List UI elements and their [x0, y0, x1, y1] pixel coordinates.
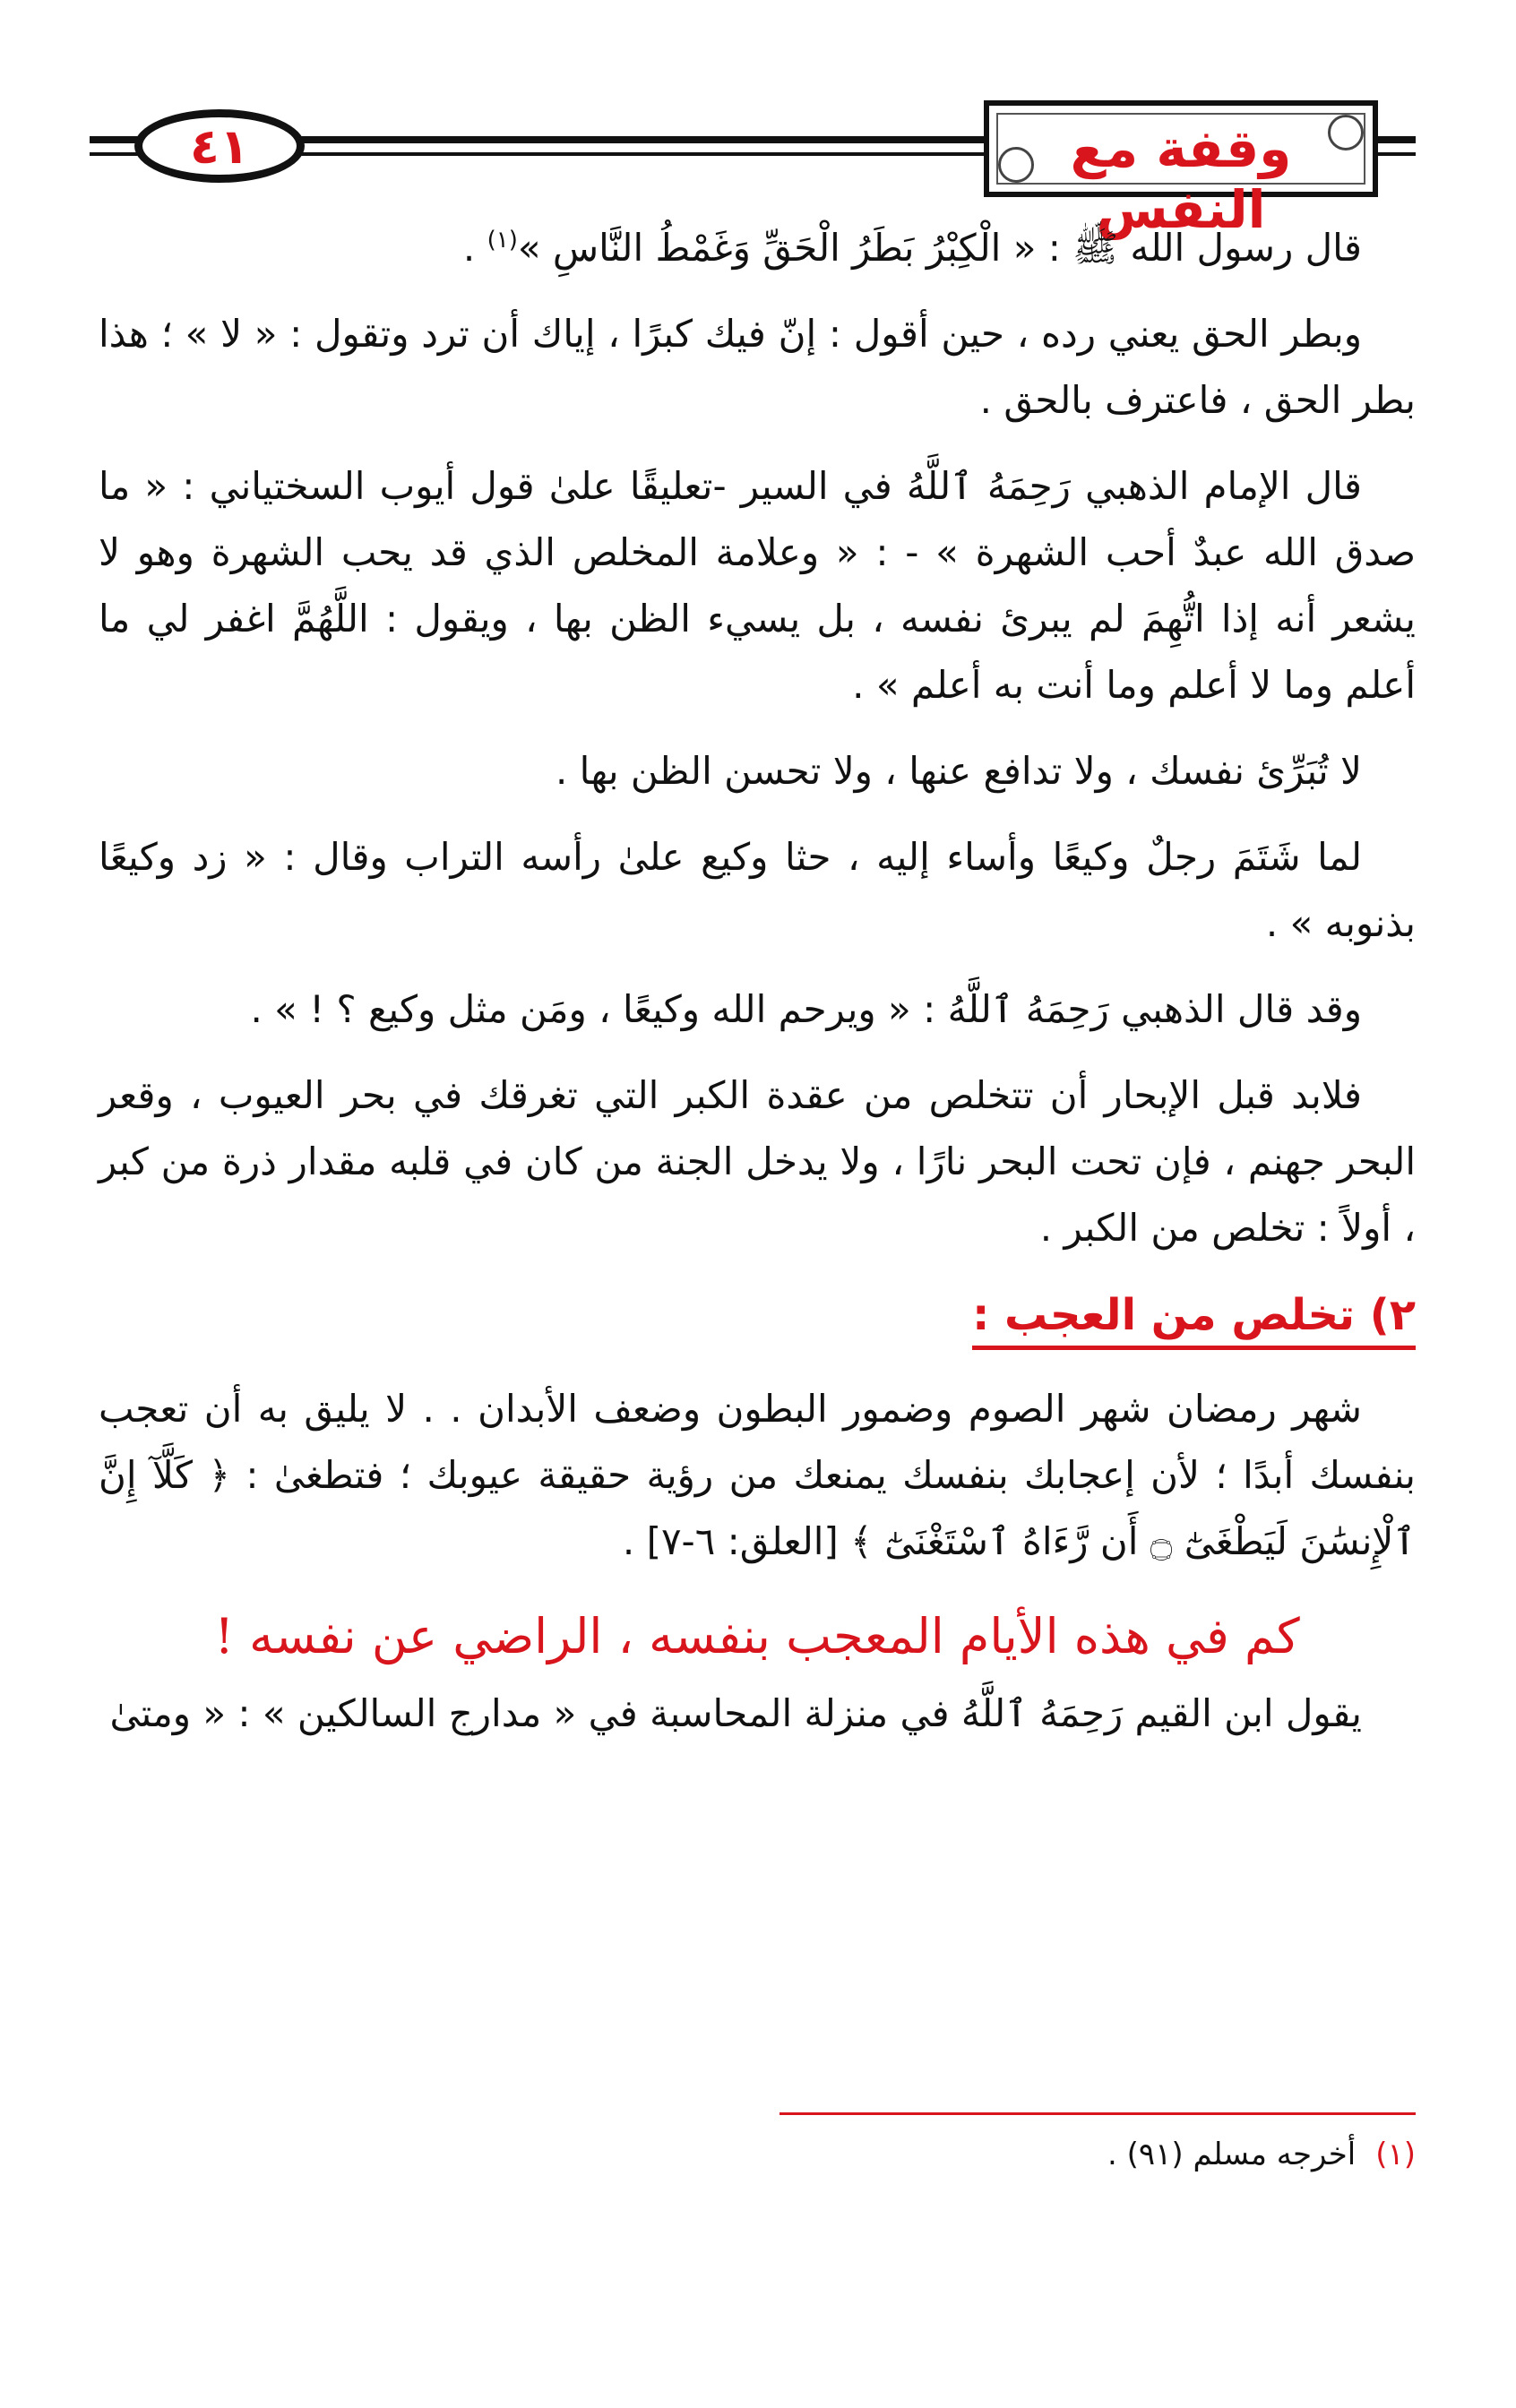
highlight-slogan: كم في هذه الأيام المعجب بنفسه ، الراضي عن نفسه !: [214, 1608, 1300, 1664]
paragraph-advice: لا تُبَرِّئ نفسك ، ولا تدافع عنها ، ولا تحسن الظن بها .: [555, 749, 1362, 793]
running-title-box: [984, 100, 1378, 240]
header-rule-middle-thin: [296, 152, 990, 156]
paragraph-ibn-qayyim: يقول ابن القيم رَحِمَهُ ٱللَّهُ في منزلة المحاسبة في « مدارج السالكين » : « ومتىٰ: [109, 1691, 1362, 1735]
paragraph-hadith: [99, 215, 1416, 281]
page-body: [99, 215, 1416, 1767]
section-heading: [99, 1281, 1416, 1349]
header-rule-middle: [296, 136, 990, 143]
running-title: وقفة مع النفس: [1070, 118, 1292, 240]
footnote-divider: [780, 2112, 1416, 2115]
page-number: ٤١: [190, 117, 249, 175]
paragraph-dhahabi-comment: وقد قال الذهبي رَحِمَهُ ٱللَّهُ : « ويرحم الله وكيعًا ، ومَن مثل وكيع ؟ ! » .: [250, 987, 1362, 1031]
paragraph-waki-story: لما شَتَمَ رجلٌ وكيعًا وأساء إليه ، حثا وكيع علىٰ رأسه التراب وقال : « زد وكيعًا بذنوبه » .: [99, 835, 1416, 945]
section-heading-text: ٢) تخلص من العجب :: [972, 1290, 1416, 1350]
footnote: [780, 2132, 1416, 2177]
footnote-ref[interactable]: (١): [487, 227, 518, 254]
paragraph-pride-conclusion: فلابد قبل الإبحار أن تتخلص من عقدة الكبر التي تغرقك في بحر العيوب ، وقعر البحر جهنم ، فإن تحت البحر نارًا ، ولا يدخل الجنة من كان في قلبه مقدار ذرة من كبر ، أولاً : تخلص من الكبر .: [99, 1073, 1416, 1250]
hadith-text: قال رسول الله ﷺ : « الْكِبْرُ بَطَرُ الْحَقِّ وَغَمْطُ النَّاسِ »: [517, 226, 1362, 270]
page-header: [0, 0, 1516, 240]
paragraph-dhahabi-quote: قال الإمام الذهبي رَحِمَهُ ٱللَّهُ في السير -تعليقًا علىٰ قول أيوب السختياني : « ما صدق الله عبدٌ أحب الشهرة » - : « وعلامة المخلص الذي قد يحب الشهرة وهو لا يشعر أنه إذا اتُّهِمَ لم يبرئ نفسه ، بل يسيء الظن بها ، ويقول : اللَّهُمَّ اغفر لي ما أعلم وما لا أعلم وما أنت به أعلم » .: [99, 464, 1416, 707]
paragraph-explanation: وبطر الحق يعني رده ، حين أقول : إنّ فيك كبرًا ، إياك أن ترد وتقول : « لا » ؛ هذا بطر الحق ، فاعترف بالحق .: [99, 312, 1416, 422]
hadith-end: .: [462, 226, 487, 270]
page-number-oval: [134, 109, 305, 183]
footnote-text: أخرجه مسلم (٩١) .: [1107, 2137, 1357, 2172]
footnote-number: (١): [1375, 2137, 1416, 2172]
paragraph-ramadan: شهر رمضان شهر الصوم وضمور البطون وضعف الأبدان . . لا يليق به أن تعجب بنفسك أبدًا ؛ لأن إعجابك بنفسك يمنعك من رؤية حقيقة عيوبك ؛ فتطغىٰ : ﴿ كَلَّآ إِنَّ ٱلْإِنسَٰنَ لَيَطْغَىٰٓ ۝ أَن رَّءَاهُ ٱسْتَغْنَىٰٓ ﴾ [العلق: ٦-٧] .: [99, 1387, 1416, 1563]
